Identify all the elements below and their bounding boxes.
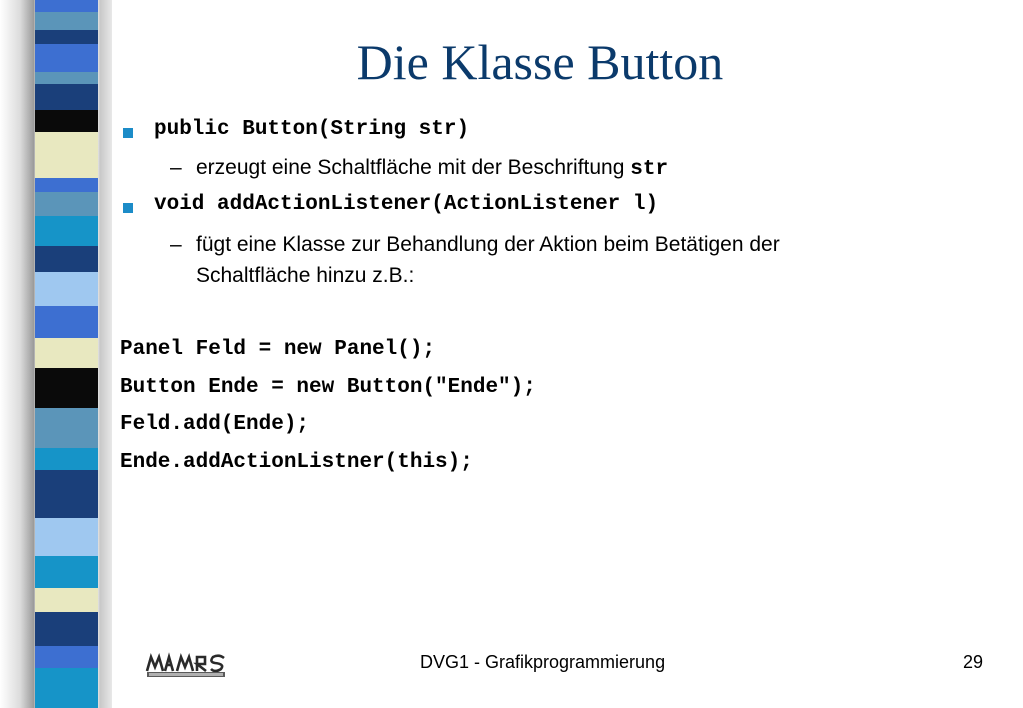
code-line: Ende.addActionListner(this); [120,451,473,474]
sub-bullet-text-line1: fügt eine Klasse zur Behandlung der Aktion beim Betätigen der [196,233,780,256]
code-line: Panel Feld = new Panel(); [120,338,436,361]
sub-bullet-constructor [170,156,668,181]
sub-bullet-text: erzeugt eine Schaltfläche mit der Beschriftung [196,156,631,179]
dash-marker: – [170,233,182,256]
sub-bullet-code: str [630,158,669,181]
institute-logo [145,651,229,679]
bullet-marker [123,128,133,138]
code-line: Feld.add(Ende); [120,413,310,436]
footer-page-number: 29 [963,652,984,672]
sub-bullet-text-line2: Schaltfläche hinzu z.B.: [196,264,415,287]
sub-bullet-action-listener [170,233,780,257]
bullet-code-button-constructor: public Button(String str) [154,118,470,141]
slide-title: Die Klasse Button [356,34,724,90]
decorative-sidebar [0,0,112,708]
footer-course-title: DVG1 - Grafikprogrammierung [420,652,666,672]
color-stripes [35,0,98,708]
code-line: Button Ende = new Button("Ende"); [120,376,536,399]
dash-marker: – [170,156,182,179]
bullet-code-add-action-listener: void addActionListener(ActionListener l) [154,193,659,216]
bullet-marker [123,203,133,213]
